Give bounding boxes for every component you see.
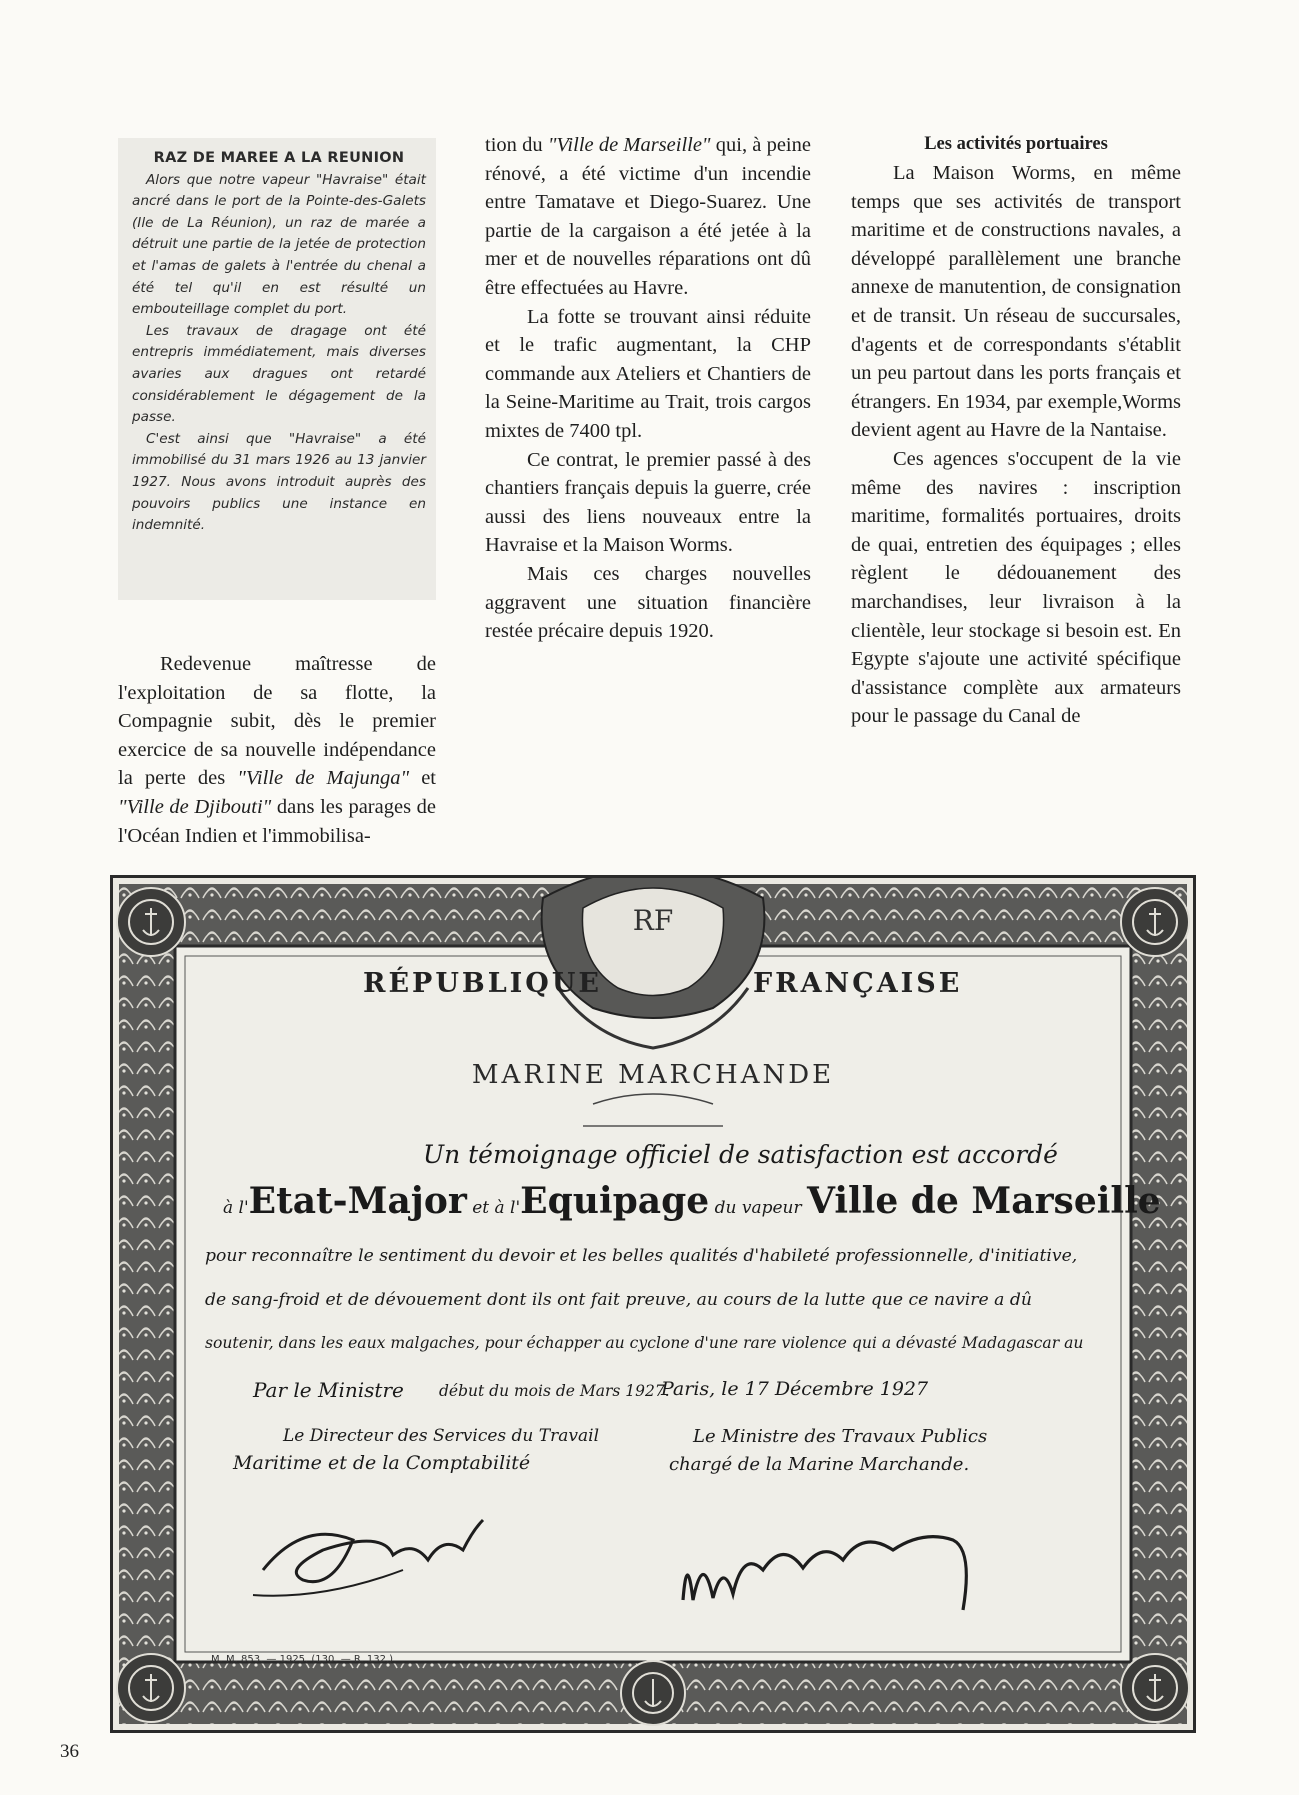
sidebar-box — [118, 138, 436, 600]
certificate-recipient: à l'Etat-Major et à l'Equipage du vapeur Ville de Marseille — [223, 1180, 1161, 1222]
signature-left — [243, 1500, 493, 1610]
column-3 — [851, 131, 1181, 731]
certificate-header-right: FRANÇAISE — [753, 968, 963, 999]
certificate-image — [110, 875, 1196, 1733]
sidebar-paragraph: Les travaux de dragage ont été entrepris immédiatement, mais diverses avaries aux dragues ont retardé considérablement le dégagement de la passe. — [132, 322, 426, 426]
signatory-title-left: Le Directeur des Services du Travail — [283, 1426, 600, 1446]
signatory-title-left: Maritime et de la Comptabilité — [233, 1452, 531, 1474]
column-2 — [485, 131, 811, 646]
certificate-line: soutenir, dans les eaux malgaches, pour échapper au cyclone d'une rare violence qui a dévasté Madagascar au — [205, 1334, 1084, 1352]
certificate-reference: M. M. 853. — 1925. (130. — R. 132.) — [211, 1654, 394, 1665]
certificate-line: Par le Ministre — [253, 1378, 404, 1402]
body-paragraph: Mais ces charges nouvelles aggravent une situation financière restée précaire depuis 1920. — [485, 562, 811, 643]
certificate-header-left: RÉPUBLIQUE — [363, 968, 602, 999]
seal-monogram: RF — [632, 904, 674, 937]
certificate-line: pour reconnaître le sentiment du devoir et les belles qualités d'habileté professionnelle, d'initiative, — [205, 1246, 1078, 1266]
sidebar-heading: RAZ DE MAREE A LA REUNION — [153, 150, 405, 166]
certificate-title: MARINE MARCHANDE — [471, 1060, 835, 1090]
section-heading: Les activités portuaires — [924, 134, 1108, 154]
body-paragraph: Ce contrat, le premier passé à des chantiers français depuis la guerre, crée aussi des liens nouveaux entre la Havraise et la Maison Worms. — [485, 448, 811, 557]
certificate-line: Un témoignage officiel de satisfaction est accordé — [423, 1140, 1058, 1169]
sidebar-paragraph: Alors que notre vapeur "Havraise" était ancré dans le port de la Pointe-des-Galets (Ile de La Réunion), un raz de marée a détruit une partie de la jetée de protection et l'amas de galets à l'entrée du chenal a été tel qu'il en est résulté un embouteillage complet du port. — [132, 171, 426, 318]
ship-name: "Ville de Marseille" — [547, 134, 711, 156]
body-paragraph: Ces agences s'occupent de la vie même des navires : inscription maritime, formalités portuaires, droits de quai, entretien des équipages ; elles règlent le dédouanement des marchandises, leur livraison à la clientèle, leur stockage si besoin est. En Egypte s'ajoute une activité spécifique d'assistance complète aux armateurs pour le passage du Canal de — [851, 447, 1181, 728]
signatory-title-right: Le Ministre des Travaux Publics — [693, 1426, 988, 1447]
certificate-date: Paris, le 17 Décembre 1927 — [661, 1378, 929, 1400]
body-paragraph: La Maison Worms, en même temps que ses activités de transport maritime et de constructions navales, a développé parallèlement une branche annexe de manutention, de consignation et de transit. Un réseau de succursales, d'agents et de correspondants s'établit un peu partout dans les ports français et étrangers. En 1934, par exemple,Worms devient agent au Havre de la Nantaise. — [851, 162, 1181, 442]
certificate-line: début du mois de Mars 1927. — [439, 1382, 670, 1400]
certificate-line: de sang-froid et de dévouement dont ils ont fait preuve, au cours de la lutte que ce navire a dû — [205, 1290, 1032, 1310]
page-number: 36 — [60, 1741, 79, 1762]
body-paragraph: Redevenue maîtresse de l'exploitation de sa flotte, la Compagnie subit, dès le premier exercice de sa nouvelle indépendance la perte des "Ville de Majunga" et "Ville de Djibouti" dans les parages de l'Océan Indien et l'immobilisa- — [118, 653, 437, 847]
signature-right — [673, 1510, 993, 1630]
ship-name: "Ville de Majunga" — [237, 767, 410, 790]
sidebar-paragraph: C'est ainsi que "Havraise" a été immobilisé du 31 mars 1926 au 13 janvier 1927. Nous avons introduit auprès des pouvoirs publics une instance en indemnité. — [132, 430, 426, 534]
signatory-title-right: chargé de la Marine Marchande. — [669, 1454, 970, 1475]
body-paragraph: La fotte se trouvant ainsi réduite et le trafic augmentant, la CHP commande aux Ateliers et Chantiers de la Seine-Maritime au Trait, trois cargos mixtes de 7400 tpl. — [485, 305, 811, 442]
body-paragraph: tion du "Ville de Marseille" qui, à peine rénové, a été victime d'un incendie entre Tamatave et Diego-Suarez. Une partie de la cargaison a été jetée à la mer et de nouvelles réparations ont dû être effectuées au Havre. — [485, 134, 811, 299]
column-1 — [118, 650, 436, 850]
ship-name: "Ville de Djibouti" — [118, 795, 272, 818]
